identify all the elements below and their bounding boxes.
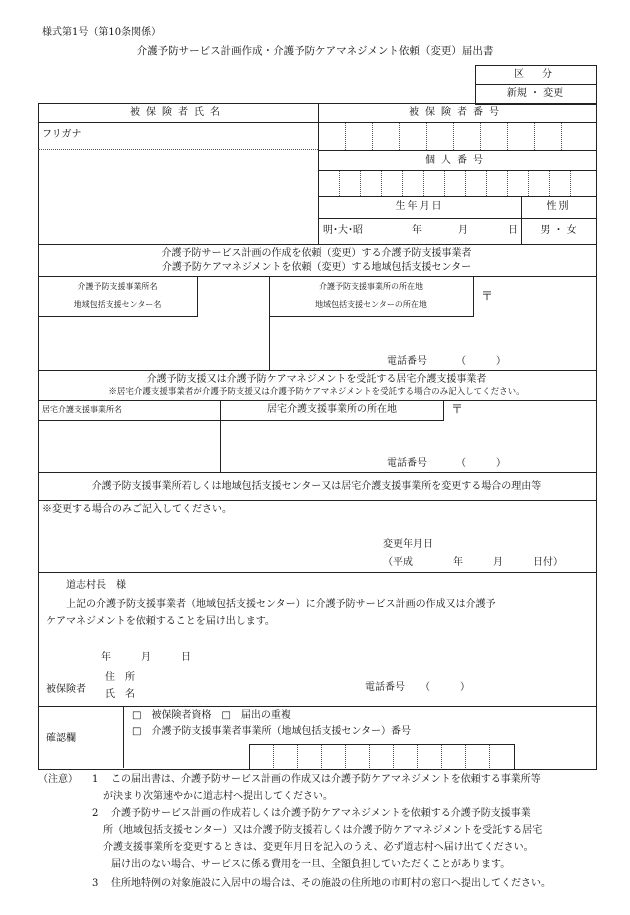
center-number-input[interactable]	[249, 744, 515, 769]
support-phone-label: 電話番号	[387, 356, 427, 367]
declaration-phone-input[interactable]: （ ）	[420, 682, 470, 693]
form-number: 様式第1号（第10条関係）	[42, 27, 162, 38]
change-date-label: 変更年月日	[383, 539, 433, 550]
declaration-address-name-input[interactable]	[140, 668, 350, 702]
confirm-label: 確認欄	[46, 733, 76, 744]
support-header-2: 介護予防ケアマネジメントを依頼（変更）する地域包括支援センター	[161, 262, 472, 273]
support-phone-input[interactable]: （ ）	[456, 356, 506, 367]
note-2-line-2: 所（地域包括支援センター）又は介護予防支援若しくは介護予防ケアマネジメントを受託する居宅	[103, 825, 543, 836]
birth-year-label: 年	[412, 225, 422, 236]
declaration-date[interactable]: 年 月 日	[101, 652, 191, 663]
birth-day-label: 日	[508, 225, 518, 236]
change-reason-header: 介護予防支援事業所若しくは地域包括支援センター又は居宅介護支援事業所を変更する場合の理由等	[91, 481, 542, 492]
declaration-phone-label: 電話番号	[365, 682, 405, 693]
era-options[interactable]: 明･大･昭	[323, 225, 363, 236]
support-name-label-2: 地域包括支援センター名	[73, 300, 162, 309]
kubun-value[interactable]: 新規 ・ 変更	[506, 88, 564, 99]
address-label: 住 所	[105, 672, 135, 683]
birthdate-header: 生年月日	[395, 201, 444, 212]
note-3-line-1: 住所地特例の対象施設に入居中の場合は、その施設の住所地の市町村の窓口へ提出してください。	[111, 878, 551, 889]
note-1-line-2: が決まり次第速やかに道志村へ提出してください。	[103, 791, 333, 802]
homecare-postal-mark: 〒	[451, 402, 464, 416]
support-header-1: 介護予防サービス計画の作成を依頼（変更）する介護予防支援事業者	[161, 248, 472, 259]
insured-number-header: 被保険者番号	[409, 107, 505, 118]
homecare-address-label: 居宅介護支援事業所の所在地	[267, 404, 397, 415]
confirm-row-2[interactable]: □ 介護予防支援事業者事業所（地域包括支援センター）番号	[132, 726, 412, 737]
homecare-phone-label: 電話番号	[387, 458, 427, 469]
confirm-row-1[interactable]: □ 被保険者資格 □ 届出の重複	[132, 710, 291, 721]
support-postal-mark: 〒	[481, 289, 494, 303]
change-note: ※変更する場合のみご記入してください。	[42, 504, 232, 515]
insured-name-input[interactable]	[38, 156, 318, 244]
note-2-line-1: 介護予防サービス計画の作成若しくは介護予防ケアマネジメントを依頼する介護予防支援事業	[111, 808, 531, 819]
support-address-label-1: 介護予防支援事業所の所在地	[319, 282, 423, 291]
form-title: 介護予防サービス計画作成・介護予防ケアマネジメント依頼（変更）届出書	[136, 45, 494, 57]
addressee: 道志村長 様	[66, 580, 126, 591]
note-1-num: 1	[92, 774, 99, 785]
declaration-line-2: ケアマネジメントを依頼することを届け出します。	[46, 616, 275, 627]
gender-options[interactable]: 男 ・ 女	[540, 225, 577, 236]
personal-number-header: 個人番号	[425, 155, 489, 166]
insured-number-input[interactable]	[318, 123, 596, 150]
homecare-name-label: 居宅介護支援事業所名	[42, 405, 122, 414]
gender-header: 性別	[546, 201, 571, 212]
name-label: 氏 名	[105, 689, 135, 700]
change-date-input[interactable]: （平成 年 月 日付）	[383, 557, 563, 568]
note-1-line-1: この届出書は、介護予防サービス計画の作成又は介護予防ケアマネジメントを依頼する事業所等	[111, 774, 541, 785]
note-2-line-3: 介護支援事業所を変更するときは、変更年月日を記入のうえ、必ず道志村へ届け出てください。	[103, 842, 534, 853]
insured-label: 被保険者	[46, 684, 86, 695]
support-address-label-2: 地域包括支援センターの所在地	[315, 300, 427, 309]
support-address-input[interactable]	[270, 317, 595, 370]
homecare-header-2: ※居宅介護支援事業者が介護予防支援又は介護予防ケアマネジメントを受託する場合のみ記入してください。	[108, 387, 525, 397]
support-name-label-1: 介護予防支援事業所名	[77, 282, 158, 291]
homecare-phone-input[interactable]: （ ）	[456, 458, 506, 469]
kubun-label: 区 分	[514, 69, 556, 80]
notes-lead: （注意）	[38, 774, 78, 785]
note-2-num: 2	[92, 808, 99, 819]
note-2-line-4: 届け出のない場合、サービスに係る費用を一旦、全額負担していただくことがあります。	[111, 859, 511, 870]
insured-name-header: 被保険者氏名	[130, 107, 226, 118]
homecare-header-1: 介護予防支援又は介護予防ケアマネジメントを受託する居宅介護支援事業者	[146, 374, 487, 385]
furigana-label: フリガナ	[42, 129, 82, 140]
note-3-num: 3	[92, 878, 99, 889]
birth-month-label: 月	[458, 225, 468, 236]
support-name-input[interactable]	[38, 317, 268, 370]
homecare-name-input[interactable]	[38, 421, 219, 472]
declaration-line-1: 上記の介護予防支援事業者（地域包括支援センター）に介護予防サービス計画の作成又は介護予	[66, 599, 496, 610]
